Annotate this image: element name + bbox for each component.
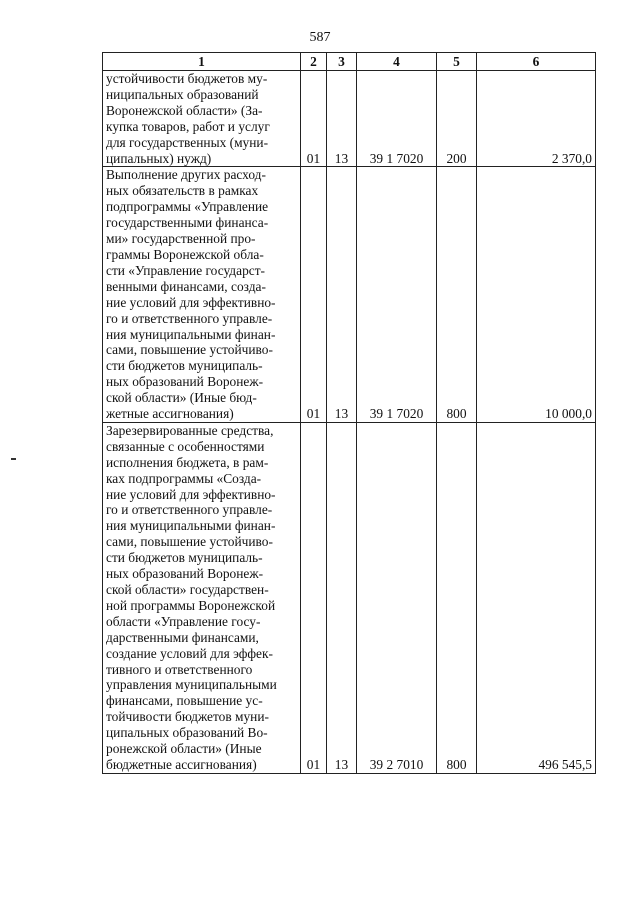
- header-col-6: 6: [477, 53, 596, 71]
- row-description: устойчивости бюджетов му- ниципальных образований Воронежской области» (За- купка товаров, работ и услуг для государственных (муни- ципальных) нужд): [103, 71, 301, 167]
- table-row: [103, 167, 596, 423]
- header-col-2: 2: [301, 53, 327, 71]
- row-amount: 2 370,0: [477, 71, 596, 167]
- row-amount: 496 545,5: [477, 422, 596, 773]
- row-subsection-code: 13: [327, 167, 357, 423]
- row-target-article: 39 1 7020: [357, 71, 437, 167]
- row-section-code: 01: [301, 167, 327, 423]
- row-subsection-code: 13: [327, 422, 357, 773]
- row-section-code: 01: [301, 71, 327, 167]
- row-description: Зарезервированные средства, связанные с особенностями исполнения бюджета, в рам- ках подпрограммы «Созда- ние условий для эффективно- го и ответственного управле- ния муниципальными финан- сами, повышение устойчиво- сти бюджетов муниципаль- ных образований Воронеж- ской области» государствен- ной программы Воронежской области «Управление госу- дарственными финансами, создание условий для эффек- тивного и ответственного управления муниципальными финансами, повышение ус- тойчивости бюджетов муни- ципальных образований Во- ронежской области» (Иные бюджетные ассигнования): [103, 422, 301, 773]
- row-subsection-code: 13: [327, 71, 357, 167]
- header-col-1: 1: [103, 53, 301, 71]
- row-description: Выполнение других расход- ных обязательств в рамках подпрограммы «Управление государственными финанса- ми» государственной про- граммы Воронежской обла- сти «Управление государст- венными финансами, созда- ние условий для эффективно- го и ответственного управле- ния муниципальными финан- сами, повышение устойчиво- сти бюджетов муниципаль- ных образований Воронеж- ской области» (Иные бюд- жетные ассигнования): [103, 167, 301, 423]
- header-col-3: 3: [327, 53, 357, 71]
- header-row: [103, 53, 596, 71]
- table-row: [103, 71, 596, 167]
- header-col-4: 4: [357, 53, 437, 71]
- row-target-article: 39 2 7010: [357, 422, 437, 773]
- row-expense-type: 800: [437, 167, 477, 423]
- header-col-5: 5: [437, 53, 477, 71]
- row-expense-type: 800: [437, 422, 477, 773]
- row-target-article: 39 1 7020: [357, 167, 437, 423]
- row-expense-type: 200: [437, 71, 477, 167]
- row-section-code: 01: [301, 422, 327, 773]
- page-number: 587: [309, 30, 331, 45]
- scan-artifact-mark: [11, 458, 16, 460]
- budget-table: [102, 52, 596, 774]
- table-row: [103, 422, 596, 773]
- row-amount: 10 000,0: [477, 167, 596, 423]
